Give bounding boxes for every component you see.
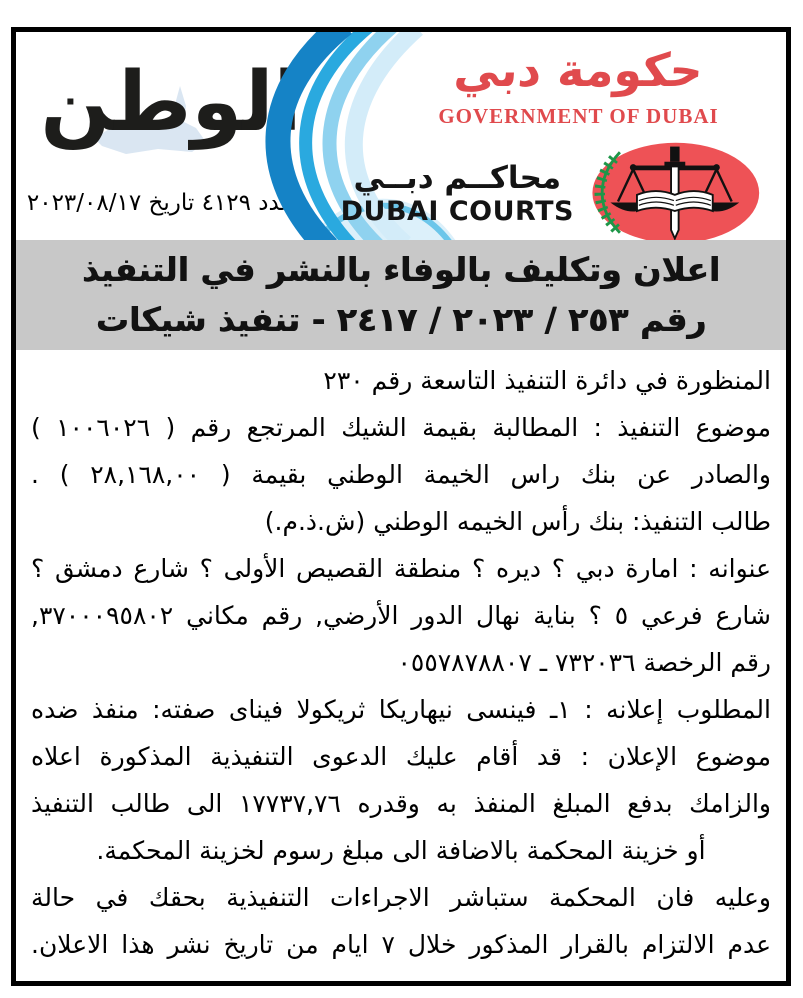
body-line: شارع فرعي ٥ ؟ بناية نهال الدور الأرضي, رقم مكاني ٣٧٠٠٠٩٥٨٠٢, [31,601,771,630]
dubai-courts-labels [341,160,574,227]
body-line: موضوع الإعلان : قد أقام عليك الدعوى التنفيذية المذكورة اعلاه [31,742,771,771]
government-arabic-calligraphy: حكومة دبي [452,43,705,97]
body-line: عنوانه : امارة دبي ؟ ديره ؟ منطقة القصيص الأولى ؟ شارع دمشق ؟ [31,554,771,583]
government-english-label: GOVERNMENT OF DUBAI [438,104,719,129]
dubai-courts-english-label: DUBAI COURTS [340,195,574,227]
body-line: المطلوب إعلانه : ١ـ فينسى نيهاريكا ثريكولا فيناى صفته: منفذ ضده [31,695,771,724]
header [16,32,786,240]
body-line: المنظورة في دائرة التنفيذ التاسعة رقم ٢٣٠ [323,366,771,395]
notice-title-line2: رقم ٢٥٣ / ٢٠٢٣ / ٢٤١٧ - تنفيذ شيكات [95,300,707,339]
notice-title-line1: اعلان وتكليف بالوفاء بالنشر في التنفيذ [81,250,721,289]
notice-body [16,350,786,968]
dubai-courts-row [341,140,762,240]
dubai-courts-arabic-label: محاكــم دبــي [353,159,562,196]
newspaper-logo: الوطن [40,55,302,150]
body-line: رقم الرخصة ٧٣٢٠٣٦ ـ ٠٥٥٧٨٧٨٨٠٧ [397,648,771,677]
body-line: موضوع التنفيذ : المطالبة بقيمة الشيك المرتجع رقم ( ١٠٠٦٠٢٦ ) [31,413,771,442]
dubai-courts-emblem-icon [582,140,762,240]
body-line: عدم الالتزام بالقرار المذكور خلال ٧ ايام من تاريخ نشر هذا الاعلان. [31,930,771,959]
body-line: والزامك بدفع المبلغ المنفذ به وقدره ١٧٧٣٧,٧٦ الى طالب التنفيذ [31,789,771,818]
body-line: أو خزينة المحكمة بالاضافة الى مبلغ رسوم لخزينة المحكمة. [96,836,706,865]
issue-date-line: العدد ٤١٢٩ تاريخ ٢٠٢٣/٠٨/١٧ [26,190,306,216]
body-line: وعليه فان المحكمة ستباشر الاجراءات التنفيذية بحقك في حالة [31,883,771,912]
body-line: طالب التنفيذ: بنك رأس الخيمه الوطني (ش.ذ.م.) [264,507,771,536]
notice-title-band [16,240,786,350]
government-of-dubai-logo [411,38,746,129]
notice-frame [11,27,791,986]
body-line: والصادر عن بنك راس الخيمة الوطني بقيمة ( ٢٨,١٦٨,٠٠ ) . [31,460,771,489]
